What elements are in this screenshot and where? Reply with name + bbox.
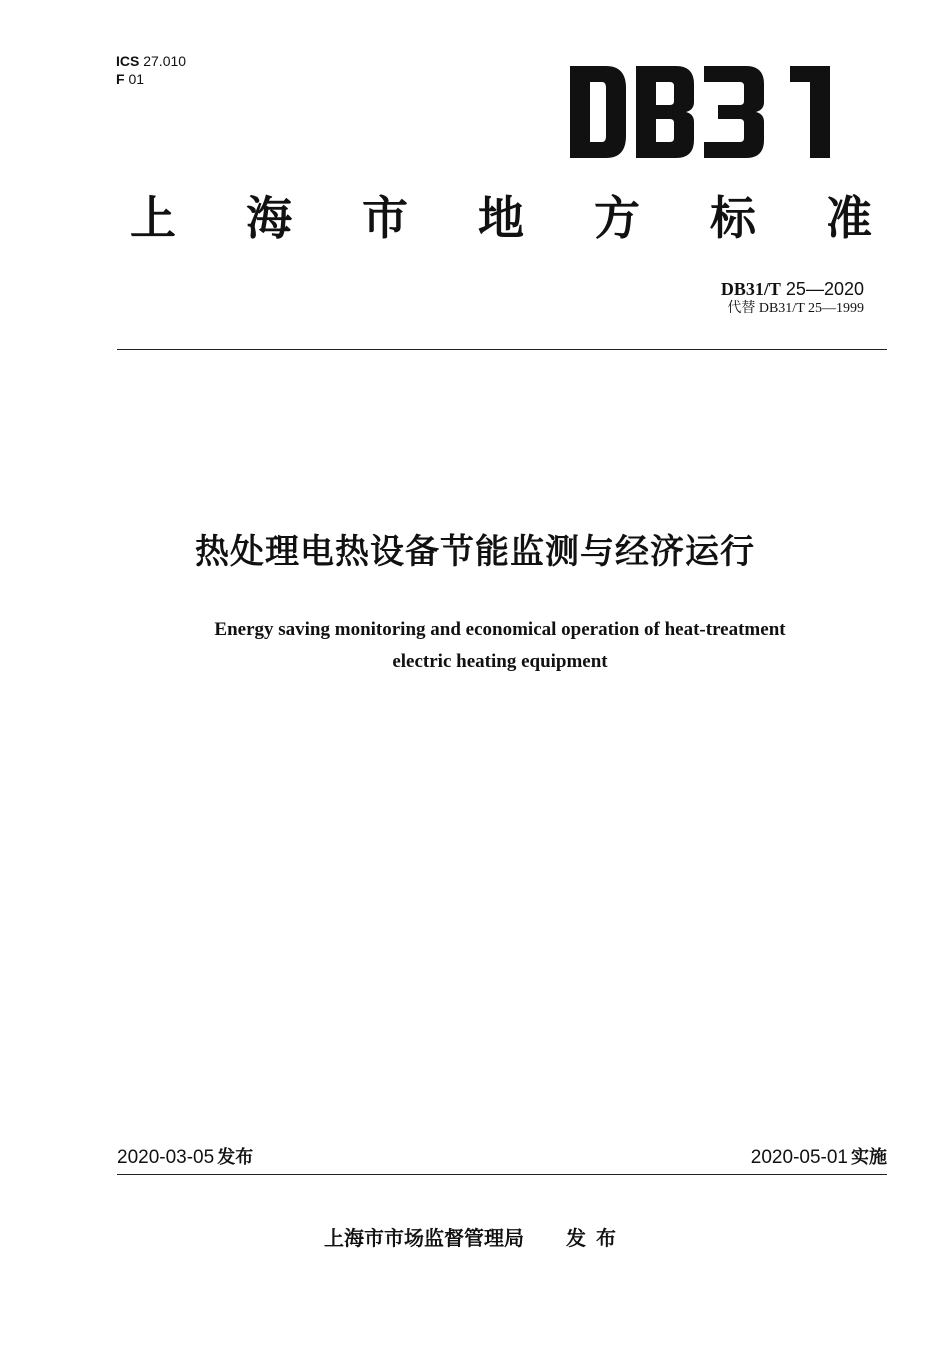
ccs-value: 01	[128, 71, 145, 87]
standard-number-block	[721, 278, 864, 318]
replaces-standard	[721, 300, 864, 318]
implementation-date-value: 2020-05-01	[750, 1147, 848, 1168]
issue-date-value: 2020-03-05	[117, 1147, 215, 1168]
ccs-code	[116, 70, 186, 88]
issuer-action: 发布	[566, 1226, 626, 1250]
ccs-key: F	[116, 71, 125, 87]
classification-codes	[116, 52, 186, 88]
standard-type-heading	[100, 190, 890, 246]
title-english	[100, 614, 900, 678]
issuing-authority	[0, 1224, 950, 1252]
standard-number	[721, 278, 864, 300]
standard-type-char: 准	[826, 191, 872, 245]
standard-number-value: 25—2020	[785, 279, 864, 299]
standard-type-char: 地	[478, 191, 524, 245]
standard-number-prefix: DB31/T	[720, 279, 781, 299]
db31-logo	[568, 62, 838, 162]
standard-type-char: 标	[710, 191, 756, 245]
issue-date	[117, 1146, 253, 1170]
implementation-date-label: 实施	[851, 1147, 887, 1168]
issue-date-label: 发布	[217, 1147, 254, 1168]
ics-key: ICS	[116, 53, 140, 69]
standard-type-char: 海	[246, 191, 292, 245]
standard-type-char: 上	[130, 191, 176, 245]
standard-type-char: 市	[362, 191, 408, 245]
implementation-date	[751, 1146, 887, 1170]
issuer-name: 上海市市场监督管理局	[324, 1226, 524, 1250]
standard-type-char: 方	[594, 191, 640, 245]
footer-divider	[117, 1174, 887, 1175]
header-divider	[117, 349, 887, 350]
replaces-code: DB31/T 25—1999	[758, 301, 864, 316]
db31-logo-graphic	[568, 62, 838, 162]
title-english-line: electric heating equipment	[392, 651, 608, 672]
replaces-label: 代替	[727, 301, 756, 316]
title-chinese: 热处理电热设备节能监测与经济运行	[195, 532, 755, 572]
ics-value: 27.010	[143, 53, 187, 69]
title-english-line: Energy saving monitoring and economical operation of heat-treatment	[214, 619, 786, 640]
ics-code	[116, 52, 186, 70]
